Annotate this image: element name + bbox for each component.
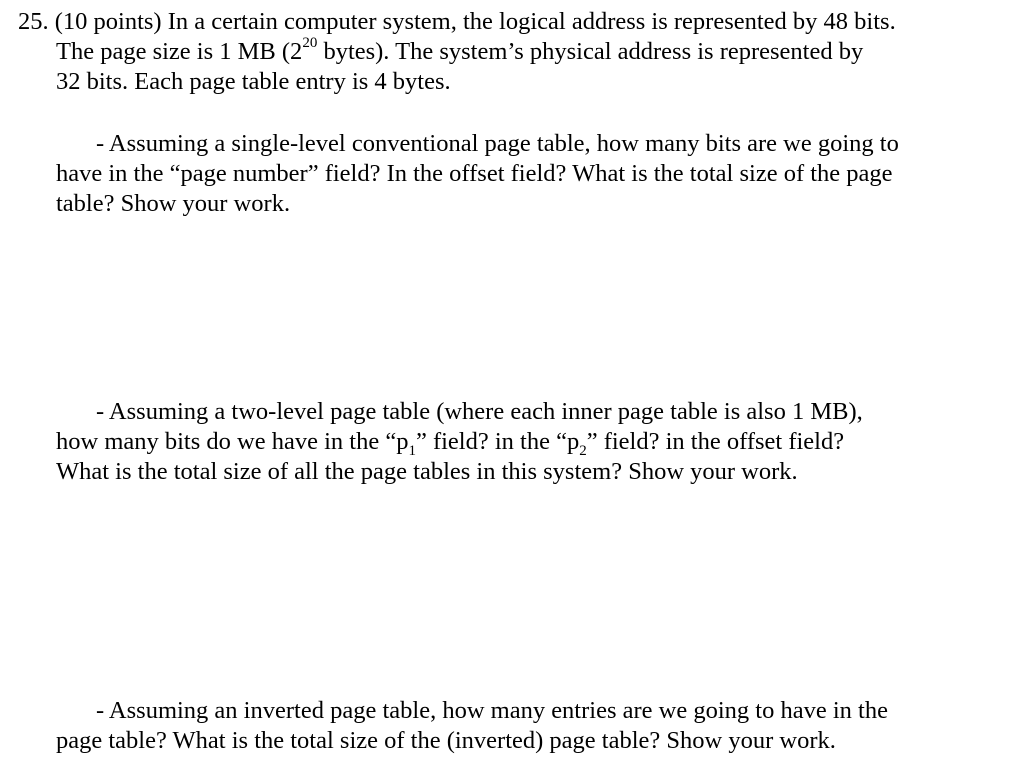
question-points: (10 points) (54, 8, 162, 35)
part-a-line-1: - Assuming a single-level conventional page table, how many bits are we going to (96, 130, 899, 157)
p2-subscript: 2 (579, 442, 587, 459)
intro-line-2-text-b: bytes). The system’s physical address is represented by (317, 38, 864, 65)
intro-line-1-text: In a certain computer system, the logical address is represented by 48 bits. (167, 8, 896, 35)
part-a-line-2: have in the “page number” field? In the offset field? What is the total size of the page (56, 160, 893, 187)
part-a-line-3: table? Show your work. (56, 190, 291, 217)
page-size-exponent: 20 (302, 34, 318, 51)
question-number: 25. (18, 8, 49, 35)
intro-line-2-text-a: The page size is 1 MB (2 (56, 38, 303, 65)
part-b-line-2-text-c: ” field? in the offset field? (586, 428, 845, 455)
part-b-line-2 (18, 427, 1008, 457)
question-intro (18, 7, 1008, 97)
part-b-line-1: - Assuming a two-level page table (where each inner page table is also 1 MB), (96, 398, 863, 425)
part-b (18, 397, 1008, 487)
p1-subscript: 1 (408, 442, 416, 459)
part-b-line-2-text-b: ” field? in the “p (415, 428, 580, 455)
part-c-line-2: page table? What is the total size of the (inverted) page table? Show your work. (56, 727, 836, 754)
part-c (18, 696, 1008, 756)
part-c-line-1: - Assuming an inverted page table, how many entries are we going to have in the (96, 697, 888, 724)
part-b-line-2-text-a: how many bits do we have in the “p (56, 428, 409, 455)
intro-line-1 (18, 7, 1008, 37)
intro-line-2 (18, 34, 1008, 67)
intro-line-3: 32 bits. Each page table entry is 4 bytes. (56, 68, 451, 95)
part-a (18, 129, 1008, 219)
part-b-line-3: What is the total size of all the page tables in this system? Show your work. (56, 458, 798, 485)
